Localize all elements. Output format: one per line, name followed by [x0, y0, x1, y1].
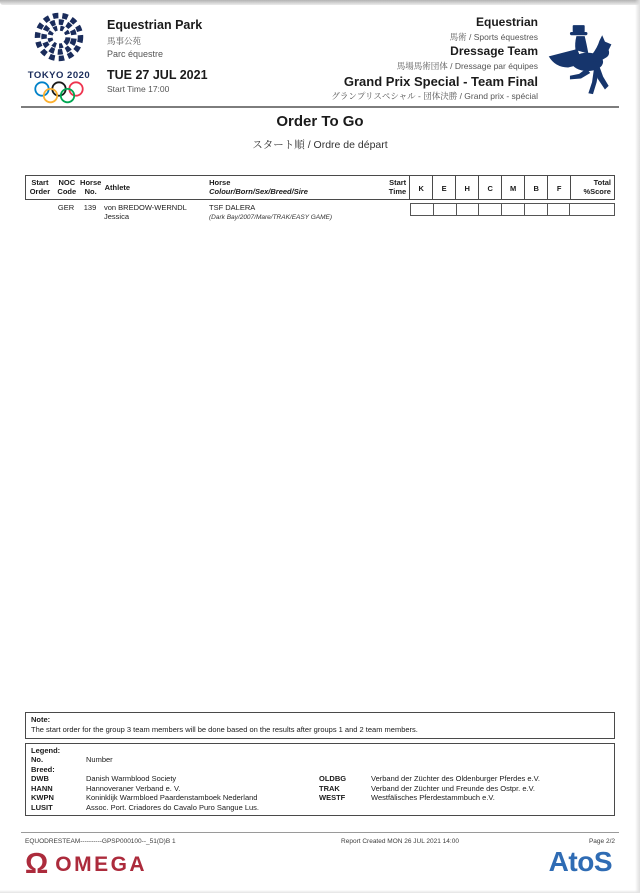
session-start-time: Start Time 17:00	[107, 84, 170, 94]
event-sport-sub: 馬術 / Sports équestres	[449, 31, 538, 42]
header-horse-no: Horse No.	[80, 178, 102, 196]
score-box-h	[457, 204, 480, 215]
cell-start-time	[385, 203, 410, 222]
score-box-m	[502, 204, 525, 215]
session-date: TUE 27 JUL 2021	[107, 68, 208, 82]
tokyo-2020-brand	[26, 10, 92, 109]
judge-letter-f: F	[547, 176, 570, 199]
score-box-e	[434, 204, 457, 215]
header-divider	[21, 106, 619, 108]
omega-logo	[25, 850, 147, 879]
judge-letter-h: H	[455, 176, 478, 199]
footer-divider	[21, 832, 619, 833]
note-text: The start order for the group 3 team members will be done based on the results after groups 1 and 2 team members.	[31, 724, 418, 734]
venue-name-jp: 馬事公苑	[107, 36, 142, 46]
title-block	[0, 113, 640, 152]
event-phase-sub: グランプリスペシャル - 団体決勝 / Grand prix - spécial	[331, 90, 538, 101]
tokyo-2020-emblem-icon	[32, 51, 86, 68]
header-judge-letters	[409, 178, 570, 199]
horse-name: TSF DALERA	[209, 203, 256, 212]
legend-label: Legend:	[31, 746, 61, 755]
legend-row: LUSIT Assoc. Port. Criadores do Cavalo Puro Sangue Lus.	[31, 802, 260, 812]
tokyo-2020-wordmark: TOKYO 2020	[27, 70, 91, 81]
page-number: Page 2/2	[588, 838, 615, 845]
judge-letter-c: C	[478, 176, 501, 199]
note-box	[25, 712, 615, 739]
start-list-header-row	[25, 175, 615, 200]
venue-name-fr: Parc équestre	[107, 49, 164, 59]
dressage-pictogram-icon	[546, 24, 616, 103]
score-box-k	[411, 204, 434, 215]
legend-row: HANN Hannoveraner Verband e. V. TRAK Verband der Züchter und Freunde des Ostpr. e.V.	[31, 783, 535, 793]
event-sport: Equestrian	[475, 15, 538, 29]
event-discipline: Dressage Team	[450, 43, 538, 58]
cell-noc-code: GER	[57, 203, 75, 212]
score-box-b	[525, 204, 548, 215]
report-created: Report Created MON 26 JUL 2021 14:00	[341, 838, 459, 845]
legend-row: DWB Danish Warmblood Society OLDBG Verband der Züchter des Oldenburger Pferdes e.V.	[31, 774, 540, 784]
legend-row: KWPN Koninklijk Warmbloed Paardenstamboek Nederland WESTF Westfälisches Pferdestammbuch e.V.	[31, 793, 495, 803]
horse-details: (Dark Bay/2007/Mare/TRAK/EASY GAME)	[209, 214, 333, 221]
header-horse: Horse Colour/Born/Sex/Breed/Sire	[209, 178, 308, 196]
event-discipline-sub: 馬場馬術団体 / Dressage par équipes	[396, 60, 538, 71]
legend-no-row: No. Number	[31, 755, 113, 765]
scan-edge-top	[0, 0, 640, 5]
judge-letter-k: K	[409, 176, 432, 199]
note-label: Note:	[31, 715, 51, 724]
score-box-total	[570, 204, 614, 215]
legend-box	[25, 743, 615, 816]
omega-symbol-icon: Ω	[25, 848, 49, 880]
judge-letter-e: E	[432, 176, 455, 199]
header-start-order: Start Order	[29, 178, 51, 196]
venue-block	[107, 18, 208, 94]
report-code: EQUODRESTEAM----------GPSP000100--_51(D)B 1	[25, 838, 176, 845]
cell-athlete: von BREDOW-WERNDL Jessica	[104, 203, 187, 221]
event-phase: Grand Prix Special - Team Final	[343, 73, 538, 89]
header-athlete: Athlete	[104, 183, 131, 192]
judge-letter-m: M	[501, 176, 524, 199]
header-start-time: Start Time	[388, 178, 407, 196]
cell-score-boxes	[410, 203, 615, 222]
header-total-score: Total %Score	[570, 176, 614, 199]
legend-breed-label: Breed:	[31, 764, 55, 774]
header-noc-code: NOC Code	[57, 178, 77, 196]
footer-meta-row	[25, 838, 615, 845]
page-subtitle: スタート順 / Ordre de départ	[252, 139, 388, 151]
score-box-c	[479, 204, 502, 215]
venue-name: Equestrian Park	[107, 18, 203, 32]
judge-letter-b: B	[524, 176, 547, 199]
page-title: Order To Go	[276, 113, 364, 130]
score-box-f	[548, 204, 571, 215]
cell-horse-no: 139	[83, 203, 97, 212]
omega-wordmark: OMEGA	[55, 852, 148, 876]
atos-logo: AtoS	[548, 846, 612, 877]
cell-horse	[207, 203, 385, 222]
table-row	[25, 203, 615, 222]
cell-start-order	[25, 203, 53, 222]
event-block	[331, 16, 538, 104]
